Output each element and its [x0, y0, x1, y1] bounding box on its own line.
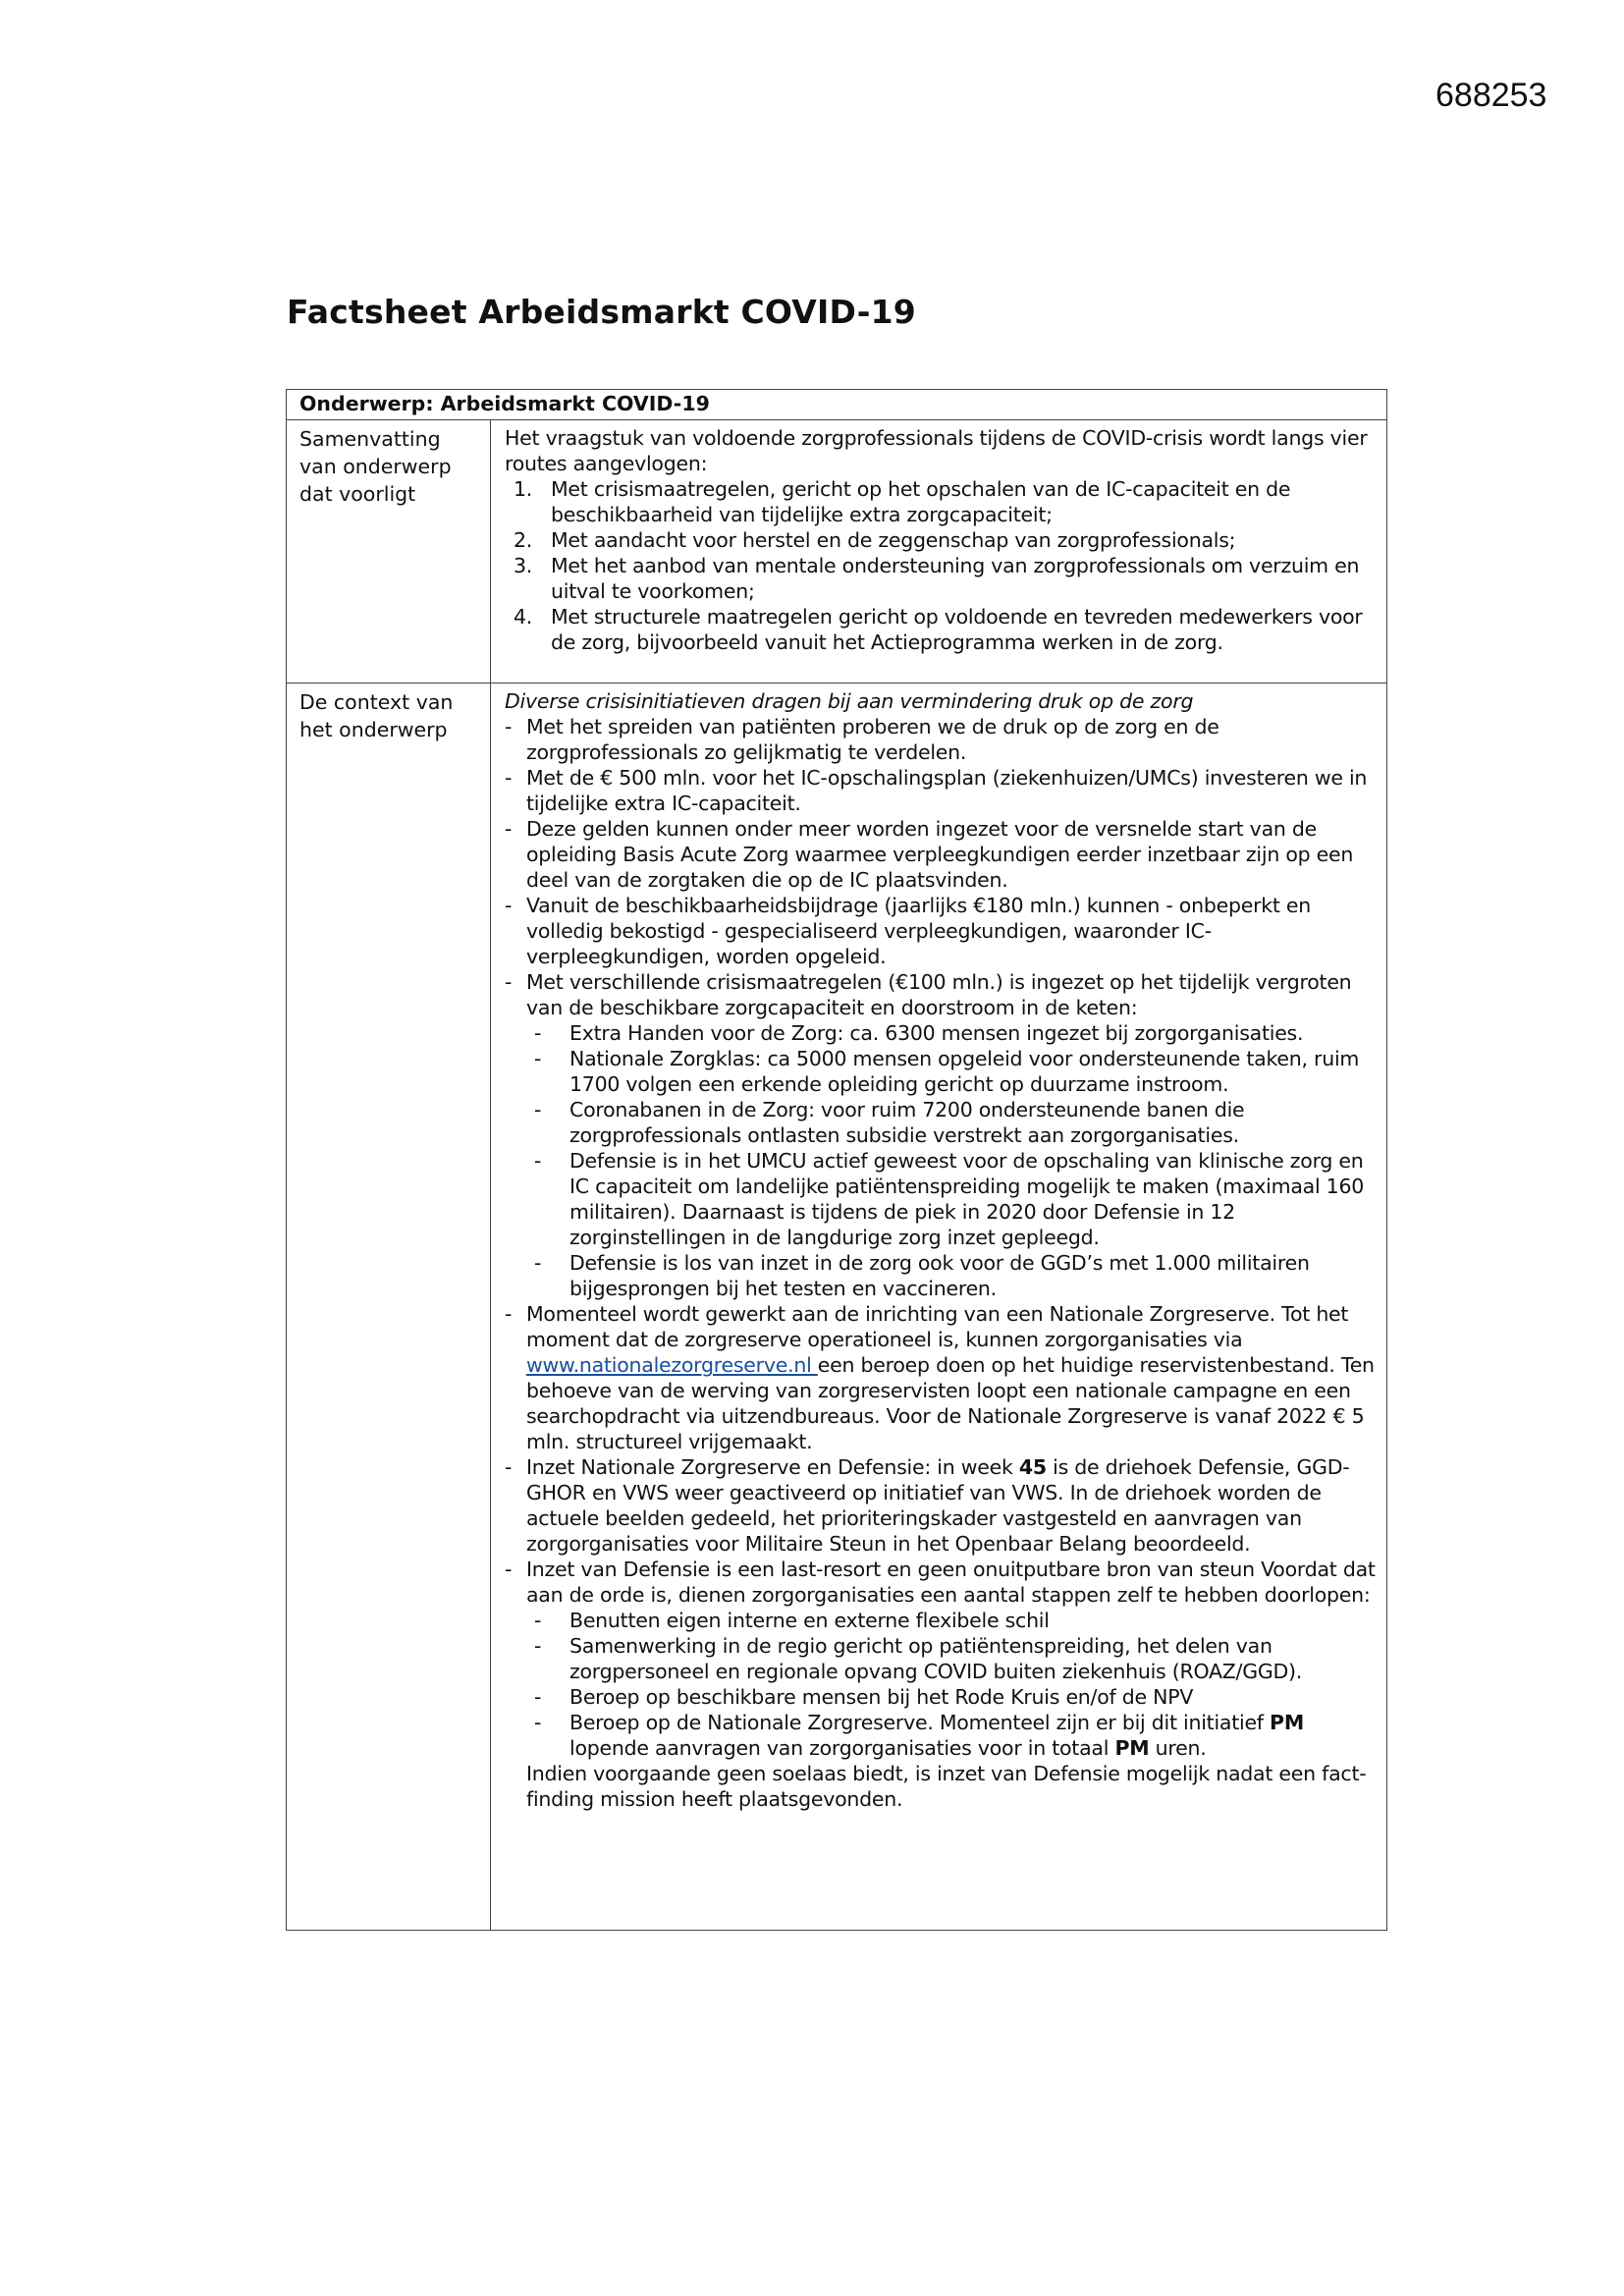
context-paragraph: - Momenteel wordt gewerkt aan de inrichting van een Nationale Zorgreserve. Tot het moment dat de zorgreserve operationeel is, kunnen zorgorganisaties via www.nationalezorgreserve.nl een beroep doen op het huidige reservistenbestand. Ten behoeve van de werving van zorgreservisten loopt een nationale campagne en een searchopdracht via uitzendbureaus. Voor de Nationale Zorgreserve is vanaf 2022 € 5 mln. structureel vrijgemaakt. — [505, 1302, 1375, 1453]
context-heading: Diverse crisisinitiatieven dragen bij aan vermindering druk op de zorg — [505, 689, 1194, 713]
pm-placeholder: PM — [1114, 1736, 1150, 1760]
step-item: - Benutten eigen interne en externe flexibele schil — [534, 1609, 1050, 1632]
context-paragraph: - Met het spreiden van patiënten proberen we de druk op de zorg en de zorgprofessionals zo gelijkmatig te verdelen. — [505, 715, 1219, 764]
context-paragraph: - Deze gelden kunnen onder meer worden ingezet voor de versnelde start van de opleiding Basis Acute Zorg waarmee verpleegkundigen eerder inzetbaar zijn op een deel van de zorgtaken die op de IC plaatsvinden. — [505, 817, 1354, 892]
context-paragraph: - Inzet Nationale Zorgreserve en Defensie: in week 45 is de driehoek Defensie, GGD-GHOR en VWS weer geactiveerd op initiatief van VWS. In de driehoek worden de actuele beelden gedeeld, het prioriteringskader vastgesteld en aanvragen van zorgorganisaties voor Militaire Steun in het Openbaar Belang beoordeeld. — [505, 1455, 1350, 1556]
context-label: De context van het onderwerp — [299, 690, 454, 741]
step-item: - Beroep op beschikbare mensen bij het Rode Kruis en/of de NPV — [534, 1685, 1194, 1709]
measure-item: - Nationale Zorgklas: ca 5000 mensen opgeleid voor ondersteunende taken, ruim 1700 volgen een erkende opleiding gericht op duurzame instroom. — [534, 1047, 1360, 1096]
context-paragraph: - Vanuit de beschikbaarheidsbijdrage (jaarlijks €180 mln.) kunnen - onbeperkt en volledig bekostigd - gespecialiseerd verpleegkundigen, waaronder IC-verpleegkundigen, worden opgeleid. — [505, 894, 1312, 968]
nationale-zorgreserve-link[interactable]: www.nationalezorgreserve.nl — [526, 1353, 818, 1377]
subject-row — [287, 390, 1386, 420]
summary-intro: Het vraagstuk van voldoende zorgprofessionals tijdens de COVID-crisis wordt langs vier routes aangevlogen: — [505, 426, 1368, 475]
week-number: 45 — [1018, 1455, 1047, 1479]
pm-placeholder: PM — [1270, 1711, 1304, 1734]
summary-cell — [505, 425, 1377, 655]
column-divider — [490, 419, 491, 1930]
route-item: 2. Met aandacht voor herstel en de zeggenschap van zorgprofessionals; — [514, 528, 1236, 552]
context-cell — [505, 688, 1377, 1812]
factsheet-table — [286, 389, 1387, 1931]
route-item: 4. Met structurele maatregelen gericht op voldoende en tevreden medewerkers voor de zorg, bijvoorbeeld vanuit het Actieprogramma werken in de zorg. — [514, 605, 1363, 654]
context-paragraph: - Met de € 500 mln. voor het IC-opschalingsplan (ziekenhuizen/UMCs) investeren we in tijdelijke extra IC-capaciteit. — [505, 766, 1368, 815]
route-item: 3. Met het aanbod van mentale ondersteuning van zorgprofessionals om verzuim en uitval te voorkomen; — [514, 554, 1360, 603]
context-paragraph: - Inzet van Defensie is een last-resort en geen onuitputbare bron van steun Voordat dat aan de orde is, dienen zorgorganisaties een aantal stappen zelf te hebben doorlopen: — [505, 1558, 1376, 1607]
measure-item: - Defensie is los van inzet in de zorg ook voor de GGD’s met 1.000 militairen bijgesprongen bij het testen en vaccineren. — [534, 1251, 1310, 1300]
context-closing: Indien voorgaande geen soelaas biedt, is inzet van Defensie mogelijk nadat een fact-finding mission heeft plaatsgevonden. — [526, 1762, 1367, 1811]
document-id: 688253 — [1435, 77, 1547, 114]
measure-item: - Extra Handen voor de Zorg: ca. 6300 mensen ingezet bij zorgorganisaties. — [534, 1021, 1304, 1045]
measure-item: - Defensie is in het UMCU actief geweest voor de opschaling van klinische zorg en IC capaciteit om landelijke patiëntenspreiding mogelijk te maken (maximaal 160 militairen). Daarnaast is tijdens de piek in 2020 door Defensie in 12 zorginstellingen in de langdurige zorg inzet gepleegd. — [534, 1149, 1365, 1249]
context-paragraph: - Met verschillende crisismaatregelen (€100 mln.) is ingezet op het tijdelijk vergroten van de beschikbare zorgcapaciteit en doorstroom in de keten: — [505, 970, 1352, 1019]
step-item: - Beroep op de Nationale Zorgreserve. Momenteel zijn er bij dit initiatief PM lopende aanvragen van zorgorganisaties voor in totaal PM uren. — [534, 1711, 1304, 1760]
subject-heading: Onderwerp: Arbeidsmarkt COVID-19 — [299, 392, 710, 415]
page-title: Factsheet Arbeidsmarkt COVID-19 — [287, 293, 916, 331]
summary-label: Samenvatting van onderwerp dat voorligt — [299, 427, 452, 506]
step-item: - Samenwerking in de regio gericht op patiëntenspreiding, het delen van zorgpersoneel en regionale opvang COVID buiten ziekenhuis (ROAZ/GGD). — [534, 1634, 1303, 1683]
measure-item: - Coronabanen in de Zorg: voor ruim 7200 ondersteunende banen die zorgprofessionals ontlasten subsidie verstrekt aan zorgorganisaties. — [534, 1098, 1245, 1147]
route-item: 1. Met crisismaatregelen, gericht op het opschalen van de IC-capaciteit en de beschikbaarheid van tijdelijke extra zorgcapaciteit; — [514, 477, 1291, 526]
